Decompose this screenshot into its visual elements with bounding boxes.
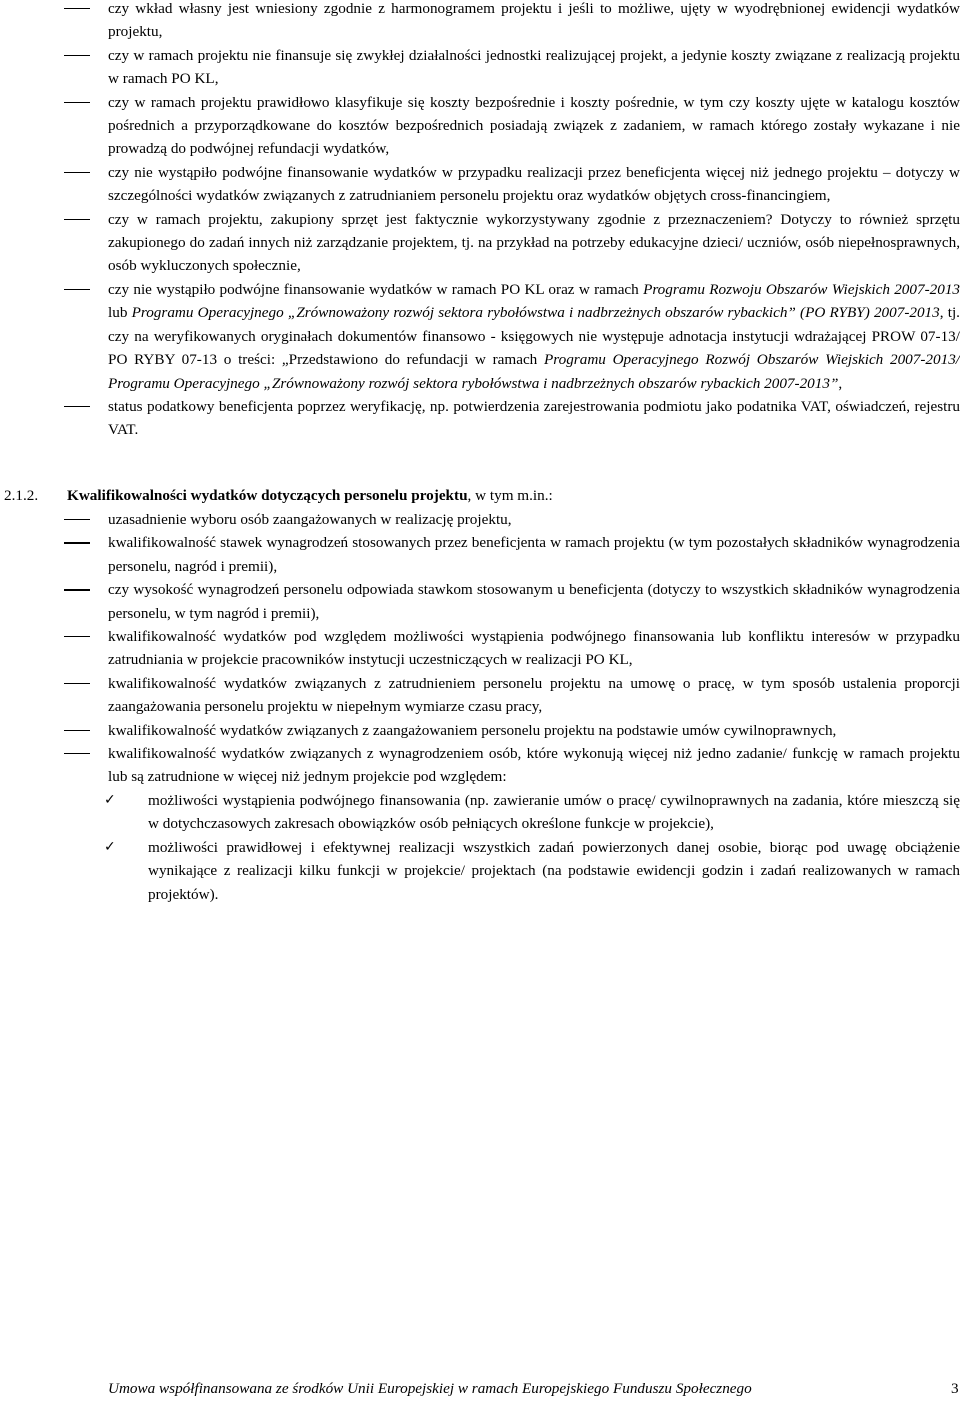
dash-bullet-icon (64, 55, 90, 56)
list-item: kwalifikowalność wydatków związanych z wynagrodzeniem osób, które wykonują więcej niż jedno zadanie/ funkcję w ramach projektu lub są zatrudnione w więcej niż jednym projekcie pod względem: (0, 742, 960, 789)
list-item: uzasadnienie wyboru osób zaangażowanych w realizację projektu, (0, 508, 960, 531)
dash-bullet-icon (64, 8, 90, 9)
verification-list-top (0, 0, 960, 442)
list-item: kwalifikowalność wydatków pod względem możliwości wystąpienia podwójnego finansowania lub konfliktu interesów w przypadku zatrudniania w projekcie pracowników instytucji uczestniczących w realizacji PO KL, (0, 625, 960, 672)
checkmark-icon: ✓ (104, 838, 116, 855)
section-title: Kwalifikowalności wydatków dotyczących personelu projektu, w tym m.in.: (67, 487, 553, 504)
verification-list-bottom (0, 508, 960, 906)
dash-bullet-icon (64, 542, 90, 543)
list-item: czy w ramach projektu, zakupiony sprzęt jest faktycznie wykorzystywany zgodnie z przeznaczeniem? Dotyczy to również sprzętu zakupionego do zadań innych niż zarządzanie projektem, tj. na przykład na potrzeby edukacyjne dzieci/ uczniów, osób niepełnosprawnych, osób wykluczonych społecznie, (0, 208, 960, 278)
dash-bullet-icon (64, 219, 90, 220)
dash-bullet-icon (64, 172, 90, 173)
list-item: kwalifikowalność wydatków związanych z zatrudnieniem personelu projektu na umowę o pracę, w tym sposób ustalenia proporcji zaangażowania personelu projektu w niepełnym wymiarze czasu pracy, (0, 672, 960, 719)
list-item: czy w ramach projektu prawidłowo klasyfikuje się koszty bezpośrednie i koszty pośrednie, w tym czy koszty ujęte w katalogu kosztów pośrednich a przyporządkowane do kosztów bezpośrednich posiadają związek z zadaniem, w ramach którego zostały wykazane i nie prowadzą do podwójnej refundacji wydatków, (0, 91, 960, 161)
list-item: kwalifikowalność stawek wynagrodzeń stosowanych przez beneficjenta w ramach projektu (w tym pozostałych składników wynagrodzenia personelu, nagród i premii), (0, 531, 960, 578)
checkmark-icon: ✓ (104, 791, 116, 808)
checklist-item: ✓ możliwości prawidłowej i efektywnej realizacji wszystkich zadań powierzonych danej osobie, biorąc pod uwagę obciążenie wynikające z realizacji kilku funkcji w projekcie/ projektach (na podstawie ewidencji godzin i zadań realizowanych w ramach projektów). (0, 836, 960, 906)
section-number: 2.1.2. (4, 487, 39, 504)
list-item: czy wysokość wynagrodzeń personelu odpowiada stawkom stosowanym u beneficjenta (dotyczy to wszystkich składników wynagrodzenia personelu, w tym nagród i premii), (0, 578, 960, 625)
list-item: czy w ramach projektu nie finansuje się zwykłej działalności jednostki realizującej projekt, a jedynie koszty związane z realizacją projektu w ramach PO KL, (0, 44, 960, 91)
dash-bullet-icon (64, 730, 90, 731)
list-item: status podatkowy beneficjenta poprzez weryfikację, np. potwierdzenia zarejestrowania podmiotu jako podatnika VAT, oświadczeń, rejestru VAT. (0, 395, 960, 442)
page-number: 3 (951, 1380, 959, 1397)
dash-bullet-icon (64, 589, 90, 590)
dash-bullet-icon (64, 636, 90, 637)
dash-bullet-icon (64, 683, 90, 684)
dash-bullet-icon (64, 753, 90, 754)
dash-bullet-icon (64, 289, 90, 290)
list-item: czy wkład własny jest wniesiony zgodnie z harmonogramem projektu i jeśli to możliwe, ujęty w wyodrębnionej ewidencji wydatków projektu, (0, 0, 960, 44)
list-item: czy nie wystąpiło podwójne finansowanie wydatków w przypadku realizacji przez beneficjenta więcej niż jednego projektu – dotyczy w szczególności wydatków związanych z zatrudnianiem personelu projektu oraz wydatków objętych cross-financingiem, (0, 161, 960, 208)
dash-bullet-icon (64, 102, 90, 103)
list-item: czy nie wystąpiło podwójne finansowanie wydatków w ramach PO KL oraz w ramach Programu Rozwoju Obszarów Wiejskich 2007-2013 lub Programu Operacyjnego „Zrównoważony rozwój sektora rybołówstwa i nadbrzeżnych obszarów rybackich” (PO RYBY) 2007-2013, tj. czy na weryfikowanych oryginałach dokumentów finansowo - księgowych nie występuje adnotacja instytucji wdrażającej PROW 07-13/ PO RYBY 07-13 o treści: „Przedstawiono do refundacji w ramach Programu Operacyjnego Rozwój Obszarów Wiejskich 2007-2013/ Programu Operacyjnego „Zrównoważony rozwój sektora rybołówstwa i nadbrzeżnych obszarów rybackich 2007-2013”, (0, 278, 960, 395)
list-item: kwalifikowalność wydatków związanych z zaangażowaniem personelu projektu na podstawie umów cywilnoprawnych, (0, 719, 960, 742)
checklist-item: ✓ możliwości wystąpienia podwójnego finansowania (np. zawieranie umów o pracę/ cywilnoprawnych na zadania, które mieszczą się w dotychczasowych zakresach obowiązków osób pełniących określone funkcje w projekcie), (0, 789, 960, 836)
dash-bullet-icon (64, 406, 90, 407)
footer-text: Umowa współfinansowana ze środków Unii Europejskiej w ramach Europejskiego Funduszu Społecznego (108, 1380, 752, 1397)
dash-bullet-icon (64, 519, 90, 520)
